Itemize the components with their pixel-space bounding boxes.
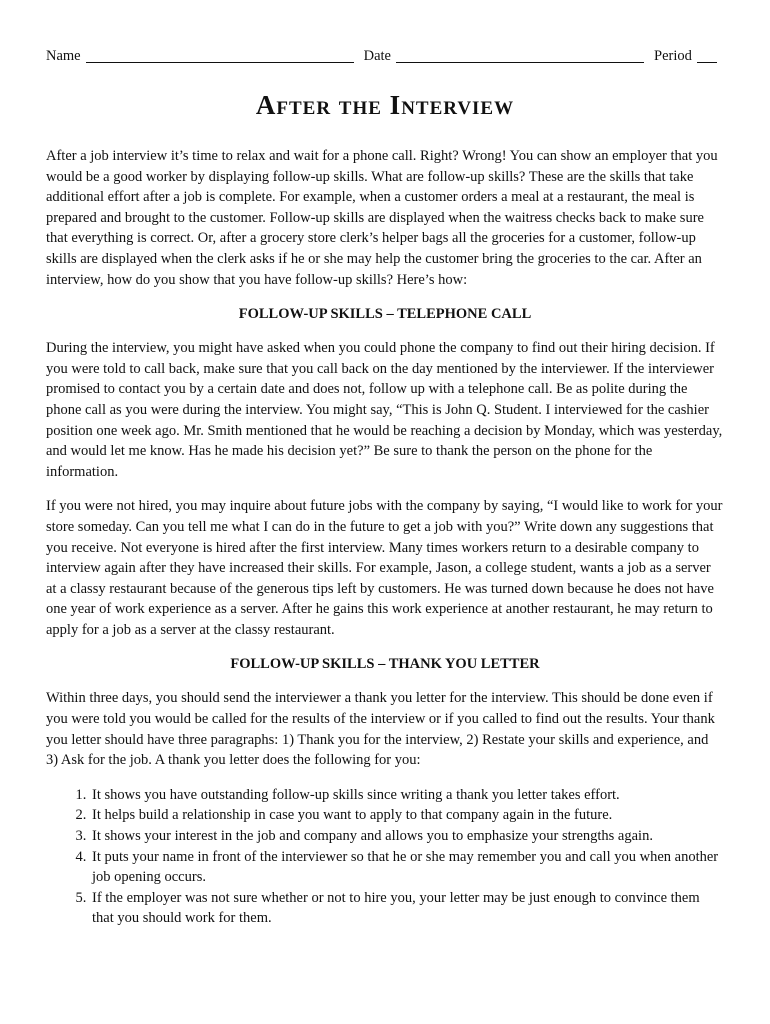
list-item: 2. It helps build a relationship in case you want to apply to that company again in the future. xyxy=(90,805,724,826)
period-blank xyxy=(697,47,717,63)
section-heading-thank-you-letter: FOLLOW-UP SKILLS – THANK YOU LETTER xyxy=(230,656,540,673)
name-blank xyxy=(86,47,354,63)
list-item: 5. If the employer was not sure whether or not to hire you, your letter may be just enough to convince them that you should work for them. xyxy=(90,888,724,929)
page-title: After the Interview xyxy=(255,90,515,120)
letter-paragraph-1: Within three days, you should send the interviewer a thank you letter for the interview. This should be done even if you were told you would be called for the results of the interview or if you called to find out the results. Your thank you letter should have three paragraphs: 1) Thank you for the interview, 2) Restate your skills and experience, and 3) Ask for the job. A thank you letter does the following for you: xyxy=(46,690,715,769)
student-info-line xyxy=(46,44,724,66)
name-label: Name xyxy=(46,48,81,64)
telephone-paragraph-1: During the interview, you might have asked when you could phone the company to find out their hiring decision. If you were told to call back, make sure that you call back on the day mentioned by the interviewer. If the interviewer promised to contact you by a certain date and does not, follow up with a telephone call. Be as polite during the phone call as you were during the interview. You might say, “This is John Q. Student. I interviewed for the cashier position one week ago. Mr. Smith mentioned that he would be reaching a decision by Monday, which was yesterday, and would let me know. Has he made his decision yet?” Be sure to thank the person on the phone for the information. xyxy=(46,340,723,480)
period-label: Period xyxy=(654,48,692,64)
list-item: 3. It shows your interest in the job and company and allows you to emphasize your strengths again. xyxy=(90,826,724,847)
telephone-paragraph-2: If you were not hired, you may inquire about future jobs with the company by saying, “I would like to work for your store someday. Can you tell me what I can do in the future to get a job with you?” Write down any suggestions that you receive. Not everyone is hired after the first interview. Many times workers return to a desirable company to interview again after they have increased their skills. For example, Jason, a college student, wants a job as a server at a classy restaurant because of the generous tips left by customers. He was turned down because he does not have one year of work experience as a server. After he gains this work experience at another restaurant, he may return to apply for a job as a server at the classy restaurant. xyxy=(46,498,723,638)
list-item: 1. It shows you have outstanding follow-up skills since writing a thank you letter takes effort. xyxy=(90,785,724,806)
date-label: Date xyxy=(363,48,391,64)
section-heading-telephone-call: FOLLOW-UP SKILLS – TELEPHONE CALL xyxy=(238,306,532,323)
benefits-list xyxy=(46,785,724,929)
date-blank xyxy=(396,47,644,63)
list-item: 4. It puts your name in front of the interviewer so that he or she may remember you and call you when another job opening occurs. xyxy=(90,847,724,888)
intro-paragraph: After a job interview it’s time to relax and wait for a phone call. Right? Wrong! You can show an employer that you would be a good worker by displaying follow-up skills. What are follow-up skills? These are the skills that take additional effort after a job is complete. For example, when a customer orders a meal at a restaurant, the meal is prepared and brought to the customer. Follow-up skills are displayed when the waitress checks back to make sure that everything is correct. Or, after a grocery store clerk’s helper bags all the groceries for a customer, follow-up skills are displayed when the clerk asks if he or she may help the customer bring the groceries to the car. After an interview, how do you show that you have follow-up skills? Here’s how: xyxy=(46,148,718,288)
